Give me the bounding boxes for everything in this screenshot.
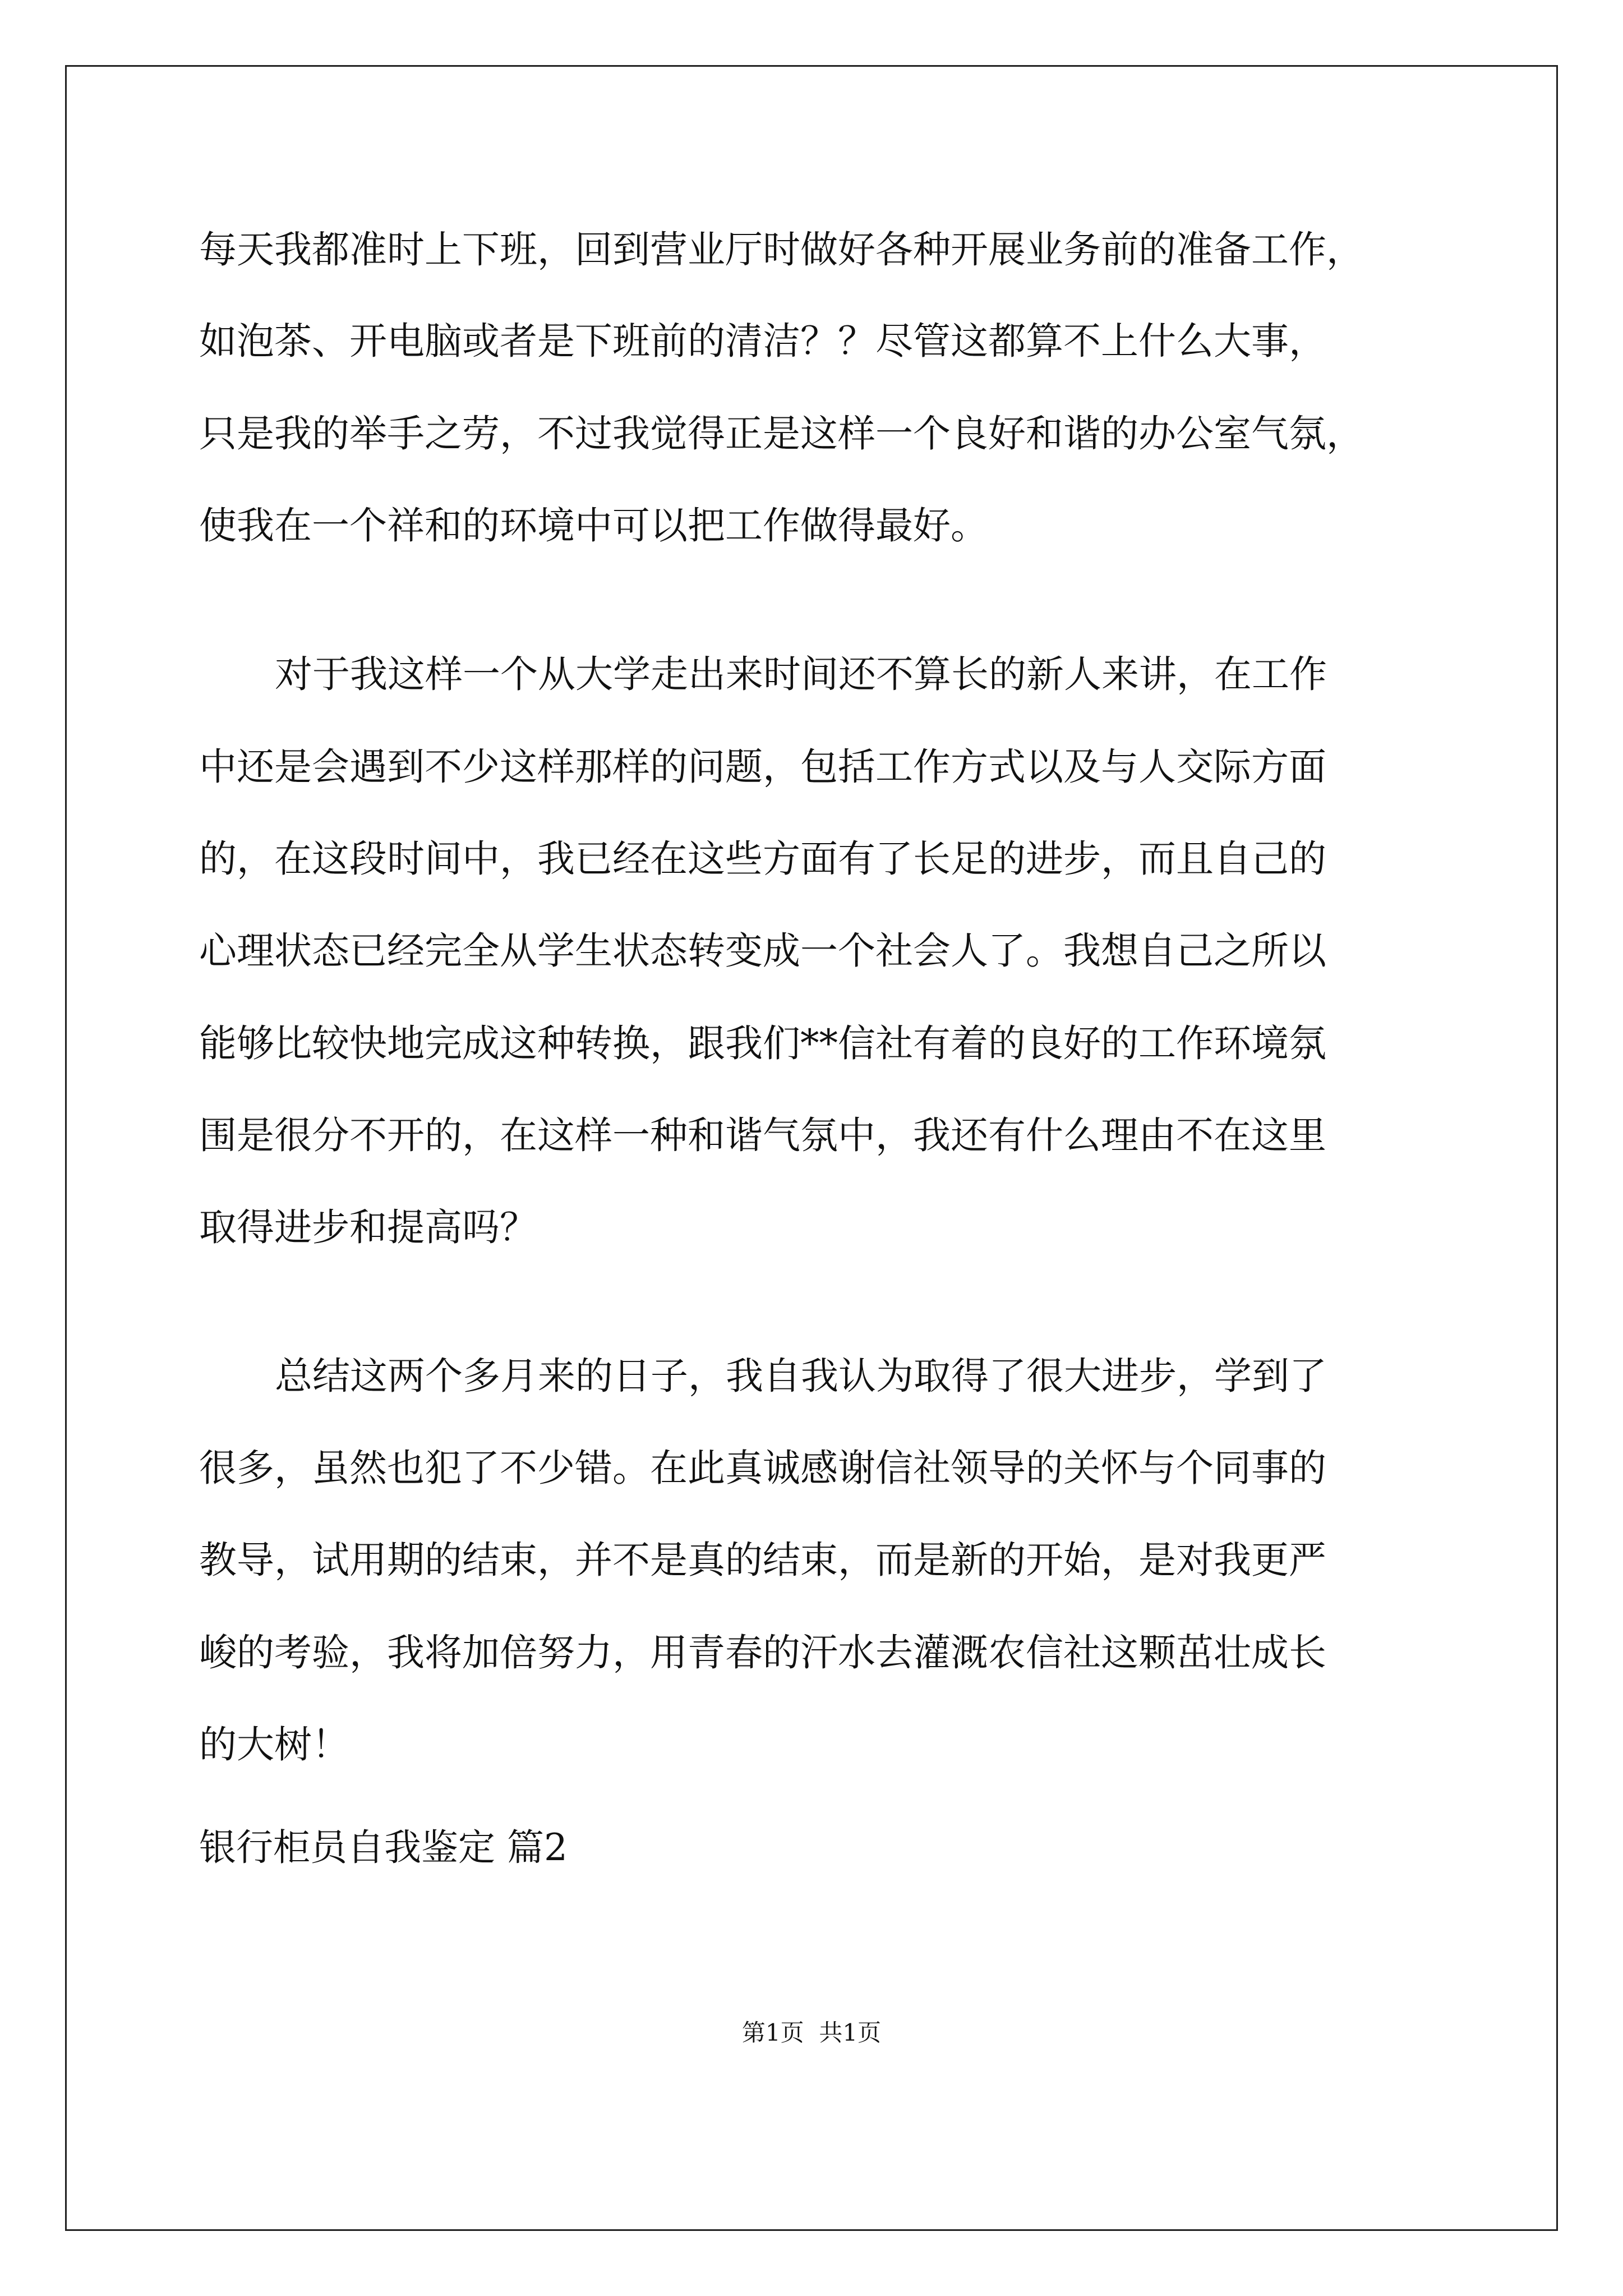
text-line-10: 围是很分不开的，在这样一种和谐气氛中，我还有什么理由不在这里 — [199, 1114, 1326, 1157]
text-line-3: 只是我的举手之劳，不过我觉得正是这样一个良好和谐的办公室气氛， — [199, 412, 1364, 455]
text-line-9: 能够比较快地完成这种转换，跟我们**信社有着的良好的工作环境氛 — [199, 1022, 1326, 1065]
text-line-2: 如泡茶、开电脑或者是下班前的清洁？？尽管这都算不上什么大事， — [199, 319, 1326, 363]
page-number-footer: 第1页 共1页 — [741, 2019, 882, 2046]
text-line-7: 的，在这段时间中，我已经在这些方面有了长足的进步，而且自己的 — [199, 837, 1326, 881]
text-line-13: 很多，虽然也犯了不少错。在此真诚感谢信社领导的关怀与个同事的 — [199, 1446, 1326, 1490]
text-line-12: 总结这两个多月来的日子，我自我认为取得了很大进步，学到了 — [275, 1354, 1327, 1398]
text-line-4: 使我在一个祥和的环境中可以把工作做得最好。 — [199, 504, 988, 547]
text-line-8: 心理状态已经完全从学生状态转变成一个社会人了。我想自己之所以 — [199, 929, 1326, 973]
section-heading: 银行柜员自我鉴定 篇2 — [199, 1826, 568, 1869]
text-line-15: 峻的考验，我将加倍努力，用青春的汗水去灌溉农信社这颗茁壮成长 — [199, 1631, 1326, 1674]
text-line-1: 每天我都准时上下班，回到营业厅时做好各种开展业务前的准备工作， — [199, 228, 1364, 272]
text-line-11: 取得进步和提高吗？ — [199, 1205, 537, 1249]
text-line-14: 教导，试用期的结束，并不是真的结束，而是新的开始，是对我更严 — [199, 1538, 1326, 1582]
text-line-6: 中还是会遇到不少这样那样的问题，包括工作方式以及与人交际方面 — [199, 745, 1326, 789]
text-line-16: 的大树！ — [199, 1723, 349, 1766]
text-line-5: 对于我这样一个从大学走出来时间还不算长的新人来讲，在工作 — [275, 652, 1327, 696]
